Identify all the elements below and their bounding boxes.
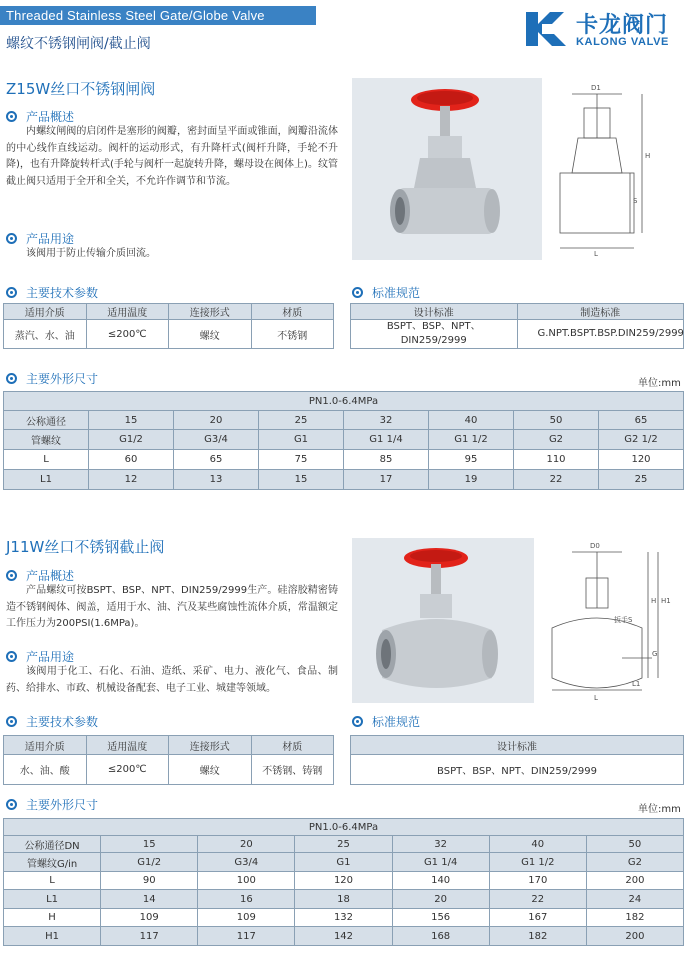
globe-standards-heading: 标准规范 xyxy=(352,713,420,730)
globe-params-heading: 主要技术参数 xyxy=(6,713,98,730)
diagram-label-d0: D0 xyxy=(590,542,600,550)
table-cell: 蒸汽、水、油 xyxy=(4,320,87,349)
diagram-label-g: G xyxy=(652,650,658,658)
gate-params-heading: 主要技术参数 xyxy=(6,284,98,301)
globe-overview-heading: 产品概述 xyxy=(6,567,74,584)
brand-name-cn: 卡龙阀门 xyxy=(576,13,669,38)
table-cell: BSPT、BSP、NPT、DIN259/2999 xyxy=(351,320,518,349)
pressure-rating-cell: PN1.0-6.4MPa xyxy=(4,392,684,411)
pressure-rating-cell: PN1.0-6.4MPa xyxy=(4,819,684,836)
bullet-circle-icon xyxy=(6,287,17,298)
table-header-cell: 设计标准 xyxy=(351,736,684,755)
table-cell: 不锈钢 xyxy=(251,320,334,349)
globe-usage-text: 该阀用于化工、石化、石油、造纸、采矿、电力、液化气、食品、制药、给排水、市政、机械设备配套、电子工业、城建等领域。 xyxy=(6,666,338,694)
globe-dims-heading: 主要外形尺寸 xyxy=(6,796,98,813)
table-cell: 不锈钢、铸钢 xyxy=(251,755,334,785)
gate-params-table xyxy=(3,303,334,349)
bullet-circle-icon xyxy=(6,570,17,581)
diagram-label-h: H xyxy=(645,152,651,160)
table-row: 公称通径 15 20 25 32 40 50 65 xyxy=(4,411,684,430)
table-cell: G.NPT.BSPT.BSP.DIN259/2999 xyxy=(517,320,684,349)
diagram-label-wrench: 扳手S xyxy=(614,616,633,624)
table-row: H1 117 117 142 168 182 200 xyxy=(4,927,684,946)
bullet-circle-icon xyxy=(352,716,363,727)
table-row: L 60 65 75 85 95 110 120 xyxy=(4,450,684,470)
globe-standards-table xyxy=(350,735,684,785)
globe-valve-image xyxy=(352,538,684,703)
table-cell: ≤200℃ xyxy=(86,755,169,785)
table-row: L1 12 13 15 17 19 22 25 xyxy=(4,470,684,490)
table-header-cell: 材质 xyxy=(251,304,334,320)
brand-logo xyxy=(524,8,689,50)
table-header-cell: 适用温度 xyxy=(86,736,169,755)
kalong-logo-icon xyxy=(524,10,570,48)
gate-usage-heading: 产品用途 xyxy=(6,230,74,247)
bullet-circle-icon xyxy=(6,651,17,662)
gate-overview-text: 内螺纹闸阀的启闭件是塞形的阀瓣，密封面呈平面或锥面，阀瓣沿流体的中心线作直线运动。阀杆的运动形式，有升降杆式(阀杆升降，手轮不升降)，也有升降旋转杆式(手轮与阀杆一起旋转升降，螺母设在阀体上)。纹管截止阀只适用于全开和全关，不允许作调节和节流。 xyxy=(6,126,338,187)
table-header-cell: 适用介质 xyxy=(4,304,87,320)
table-row: 公称通径DN 15 20 25 32 40 50 xyxy=(4,836,684,853)
table-header-cell: 连接形式 xyxy=(169,304,252,320)
table-cell: 水、油、酸 xyxy=(4,755,87,785)
bullet-circle-icon xyxy=(352,287,363,298)
gate-valve-image xyxy=(352,78,684,260)
table-row: L 90 100 120 140 170 200 xyxy=(4,872,684,890)
table-row: 管螺纹G/in G1/2 G3/4 G1 G1 1/4 G1 1/2 G2 xyxy=(4,853,684,872)
gate-standards-heading: 标准规范 xyxy=(352,284,420,301)
gate-usage-text: 该阀用于防止传输介质回流。 xyxy=(26,248,156,259)
diagram-label-h1: H1 xyxy=(661,597,671,605)
bullet-circle-icon xyxy=(6,373,17,384)
table-row: H 109 109 132 156 167 182 xyxy=(4,909,684,927)
diagram-label-l: L xyxy=(594,694,598,702)
unit-label: 单位:mm xyxy=(638,378,681,389)
gate-dims-heading: 主要外形尺寸 xyxy=(6,370,98,387)
brand-name-en: KALONG VALVE xyxy=(576,36,669,48)
bullet-circle-icon xyxy=(6,716,17,727)
bullet-circle-icon xyxy=(6,799,17,810)
globe-dims-table xyxy=(3,818,684,946)
bullet-circle-icon xyxy=(6,233,17,244)
gate-overview-heading: 产品概述 xyxy=(6,108,74,125)
diagram-label-l: L xyxy=(594,250,598,258)
table-header-cell: 设计标准 xyxy=(351,304,518,320)
table-header-cell: 适用介质 xyxy=(4,736,87,755)
unit-label: 单位:mm xyxy=(638,804,681,815)
table-cell: 螺纹 xyxy=(169,755,252,785)
gate-dims-table xyxy=(3,391,684,490)
bullet-circle-icon xyxy=(6,111,17,122)
globe-overview-text: 产品螺纹可按BSPT、BSP、NPT、DIN259/2999生产。硅溶胶精密铸造不锈钢阀体、阀盖，适用于水、油、汽及某些腐蚀性流体介质，常温额定工作压力为200PSI(1.6MPa)。 xyxy=(6,585,338,629)
table-header-cell: 材质 xyxy=(251,736,334,755)
gate-standards-table xyxy=(350,303,684,349)
diagram-label-l1: L1 xyxy=(632,680,641,688)
table-row: 管螺纹 G1/2 G3/4 G1 G1 1/4 G1 1/2 G2 G2 1/2 xyxy=(4,430,684,450)
table-row: L1 14 16 18 20 22 24 xyxy=(4,890,684,909)
globe-valve-title: J11W丝口不锈钢截止阀 xyxy=(6,538,165,556)
diagram-label-s: S xyxy=(633,197,638,205)
table-header-cell: 连接形式 xyxy=(169,736,252,755)
gate-valve-title: Z15W丝口不锈钢闸阀 xyxy=(6,80,156,98)
diagram-label-d1: D1 xyxy=(591,84,601,92)
globe-params-table xyxy=(3,735,334,785)
table-cell: BSPT、BSP、NPT、DIN259/2999 xyxy=(351,755,684,785)
diagram-label-h: H xyxy=(651,597,657,605)
table-cell: 螺纹 xyxy=(169,320,252,349)
globe-usage-heading: 产品用途 xyxy=(6,648,74,665)
header-banner: Threaded Stainless Steel Gate/Globe Valve xyxy=(0,6,316,25)
page-subtitle: 螺纹不锈钢闸阀/截止阀 xyxy=(6,36,151,52)
table-header-cell: 适用温度 xyxy=(86,304,169,320)
table-header-cell: 制造标准 xyxy=(517,304,684,320)
table-cell: ≤200℃ xyxy=(86,320,169,349)
